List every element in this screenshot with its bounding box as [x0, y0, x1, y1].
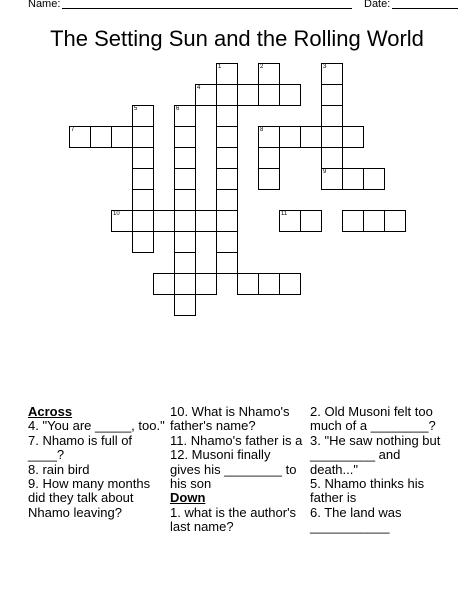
crossword-cell[interactable]	[153, 273, 175, 295]
crossword-cell[interactable]	[321, 126, 343, 148]
crossword-cell[interactable]	[279, 126, 301, 148]
crossword-cell[interactable]	[195, 210, 217, 232]
clue-across-7: 7. Nhamo is full of ____?	[28, 432, 133, 463]
clues-column-1	[28, 405, 166, 520]
clue-number: 1	[218, 64, 222, 70]
crossword-cell[interactable]	[258, 273, 280, 295]
crossword-cell[interactable]	[216, 210, 238, 232]
crossword-cell[interactable]	[195, 273, 217, 295]
crossword-cell[interactable]	[69, 126, 91, 148]
clue-across-11: 11. Nhamo's father is a	[170, 432, 303, 448]
crossword-cell[interactable]	[174, 105, 196, 127]
crossword-cell[interactable]	[321, 84, 343, 106]
crossword-cell[interactable]	[174, 294, 196, 316]
crossword-cell[interactable]	[216, 105, 238, 127]
across-heading: Across	[28, 404, 73, 419]
clue-across-9: 9. How many months did they talk about Nhamo leaving?	[28, 476, 151, 520]
crossword-cell[interactable]	[258, 63, 280, 85]
crossword-cell[interactable]	[132, 126, 154, 148]
crossword-cell[interactable]	[321, 105, 343, 127]
clue-down-1: 1. what is the author's last name?	[170, 504, 297, 535]
clue-number: 9	[323, 169, 327, 175]
crossword-cell[interactable]	[132, 231, 154, 253]
crossword-cell[interactable]	[195, 84, 217, 106]
crossword-cell[interactable]	[258, 126, 280, 148]
clues-column-3	[310, 405, 442, 535]
name-label: Name:	[28, 0, 61, 10]
crossword-cell[interactable]	[258, 168, 280, 190]
crossword-cell[interactable]	[153, 210, 175, 232]
crossword-cell[interactable]	[132, 168, 154, 190]
crossword-cell[interactable]	[174, 126, 196, 148]
crossword-cell[interactable]	[279, 273, 301, 295]
crossword-cell[interactable]	[90, 126, 112, 148]
crossword-cell[interactable]	[216, 84, 238, 106]
crossword-cell[interactable]	[258, 84, 280, 106]
crossword-cell[interactable]	[300, 126, 322, 148]
crossword-cell[interactable]	[363, 168, 385, 190]
clue-down-5: 5. Nhamo thinks his father is	[310, 476, 425, 506]
clue-number: 4	[197, 85, 201, 91]
crossword-cell[interactable]	[216, 231, 238, 253]
crossword-cell[interactable]	[279, 84, 301, 106]
clue-number: 6	[176, 106, 180, 112]
clue-across-10: 10. What is Nhamo's father's name?	[170, 404, 290, 434]
crossword-cell[interactable]	[321, 63, 343, 85]
clue-number: 10	[113, 211, 120, 217]
crossword-cell[interactable]	[174, 273, 196, 295]
crossword-cell[interactable]	[174, 252, 196, 274]
crossword-cell[interactable]	[132, 105, 154, 127]
crossword-cell[interactable]	[300, 210, 322, 232]
crossword-cell[interactable]	[216, 147, 238, 169]
clue-across-8: 8. rain bird	[28, 461, 90, 477]
clue-number: 8	[260, 127, 264, 133]
crossword-cell[interactable]	[216, 168, 238, 190]
crossword-cell[interactable]	[258, 147, 280, 169]
down-heading: Down	[170, 490, 206, 506]
crossword-cell[interactable]	[216, 252, 238, 274]
crossword-cell[interactable]	[174, 147, 196, 169]
clues-column-2	[170, 405, 304, 535]
clue-number: 3	[323, 64, 327, 70]
crossword-cell[interactable]	[216, 63, 238, 85]
page-title: The Setting Sun and the Rolling World	[50, 26, 424, 51]
crossword-cell[interactable]	[321, 147, 343, 169]
crossword-cell[interactable]	[132, 189, 154, 211]
crossword-cell[interactable]	[363, 210, 385, 232]
clue-number: 5	[134, 106, 138, 112]
crossword-cell[interactable]	[216, 126, 238, 148]
crossword-cell[interactable]	[279, 210, 301, 232]
crossword-cell[interactable]	[342, 210, 364, 232]
crossword-cell[interactable]	[342, 168, 364, 190]
clue-down-3: 3. "He saw nothing but _________ and death..."	[310, 432, 441, 477]
crossword-cell[interactable]	[132, 147, 154, 169]
clue-down-6: 6. The land was ___________	[310, 504, 402, 535]
clue-down-2: 2. Old Musoni felt too much of a ________?	[310, 404, 436, 434]
crossword-cell[interactable]	[237, 273, 259, 295]
clue-across-4: 4. "You are _____, too."	[28, 418, 165, 434]
clue-number: 7	[71, 127, 75, 133]
crossword-cell[interactable]	[384, 210, 406, 232]
crossword-cell[interactable]	[342, 126, 364, 148]
crossword-cell[interactable]	[237, 84, 259, 106]
clue-number: 11	[281, 211, 288, 217]
date-label: Date:	[364, 0, 391, 10]
crossword-cell[interactable]	[174, 210, 196, 232]
crossword-cell[interactable]	[174, 189, 196, 211]
crossword-cell[interactable]	[111, 126, 133, 148]
clue-number: 2	[260, 64, 264, 70]
crossword-cell[interactable]	[321, 168, 343, 190]
crossword-cell[interactable]	[132, 210, 154, 232]
crossword-cell[interactable]	[216, 189, 238, 211]
crossword-cell[interactable]	[174, 231, 196, 253]
clue-across-12: 12. Musoni finally gives his ________ to his son	[170, 447, 297, 492]
crossword-cell[interactable]	[174, 168, 196, 190]
crossword-cell[interactable]	[111, 210, 133, 232]
